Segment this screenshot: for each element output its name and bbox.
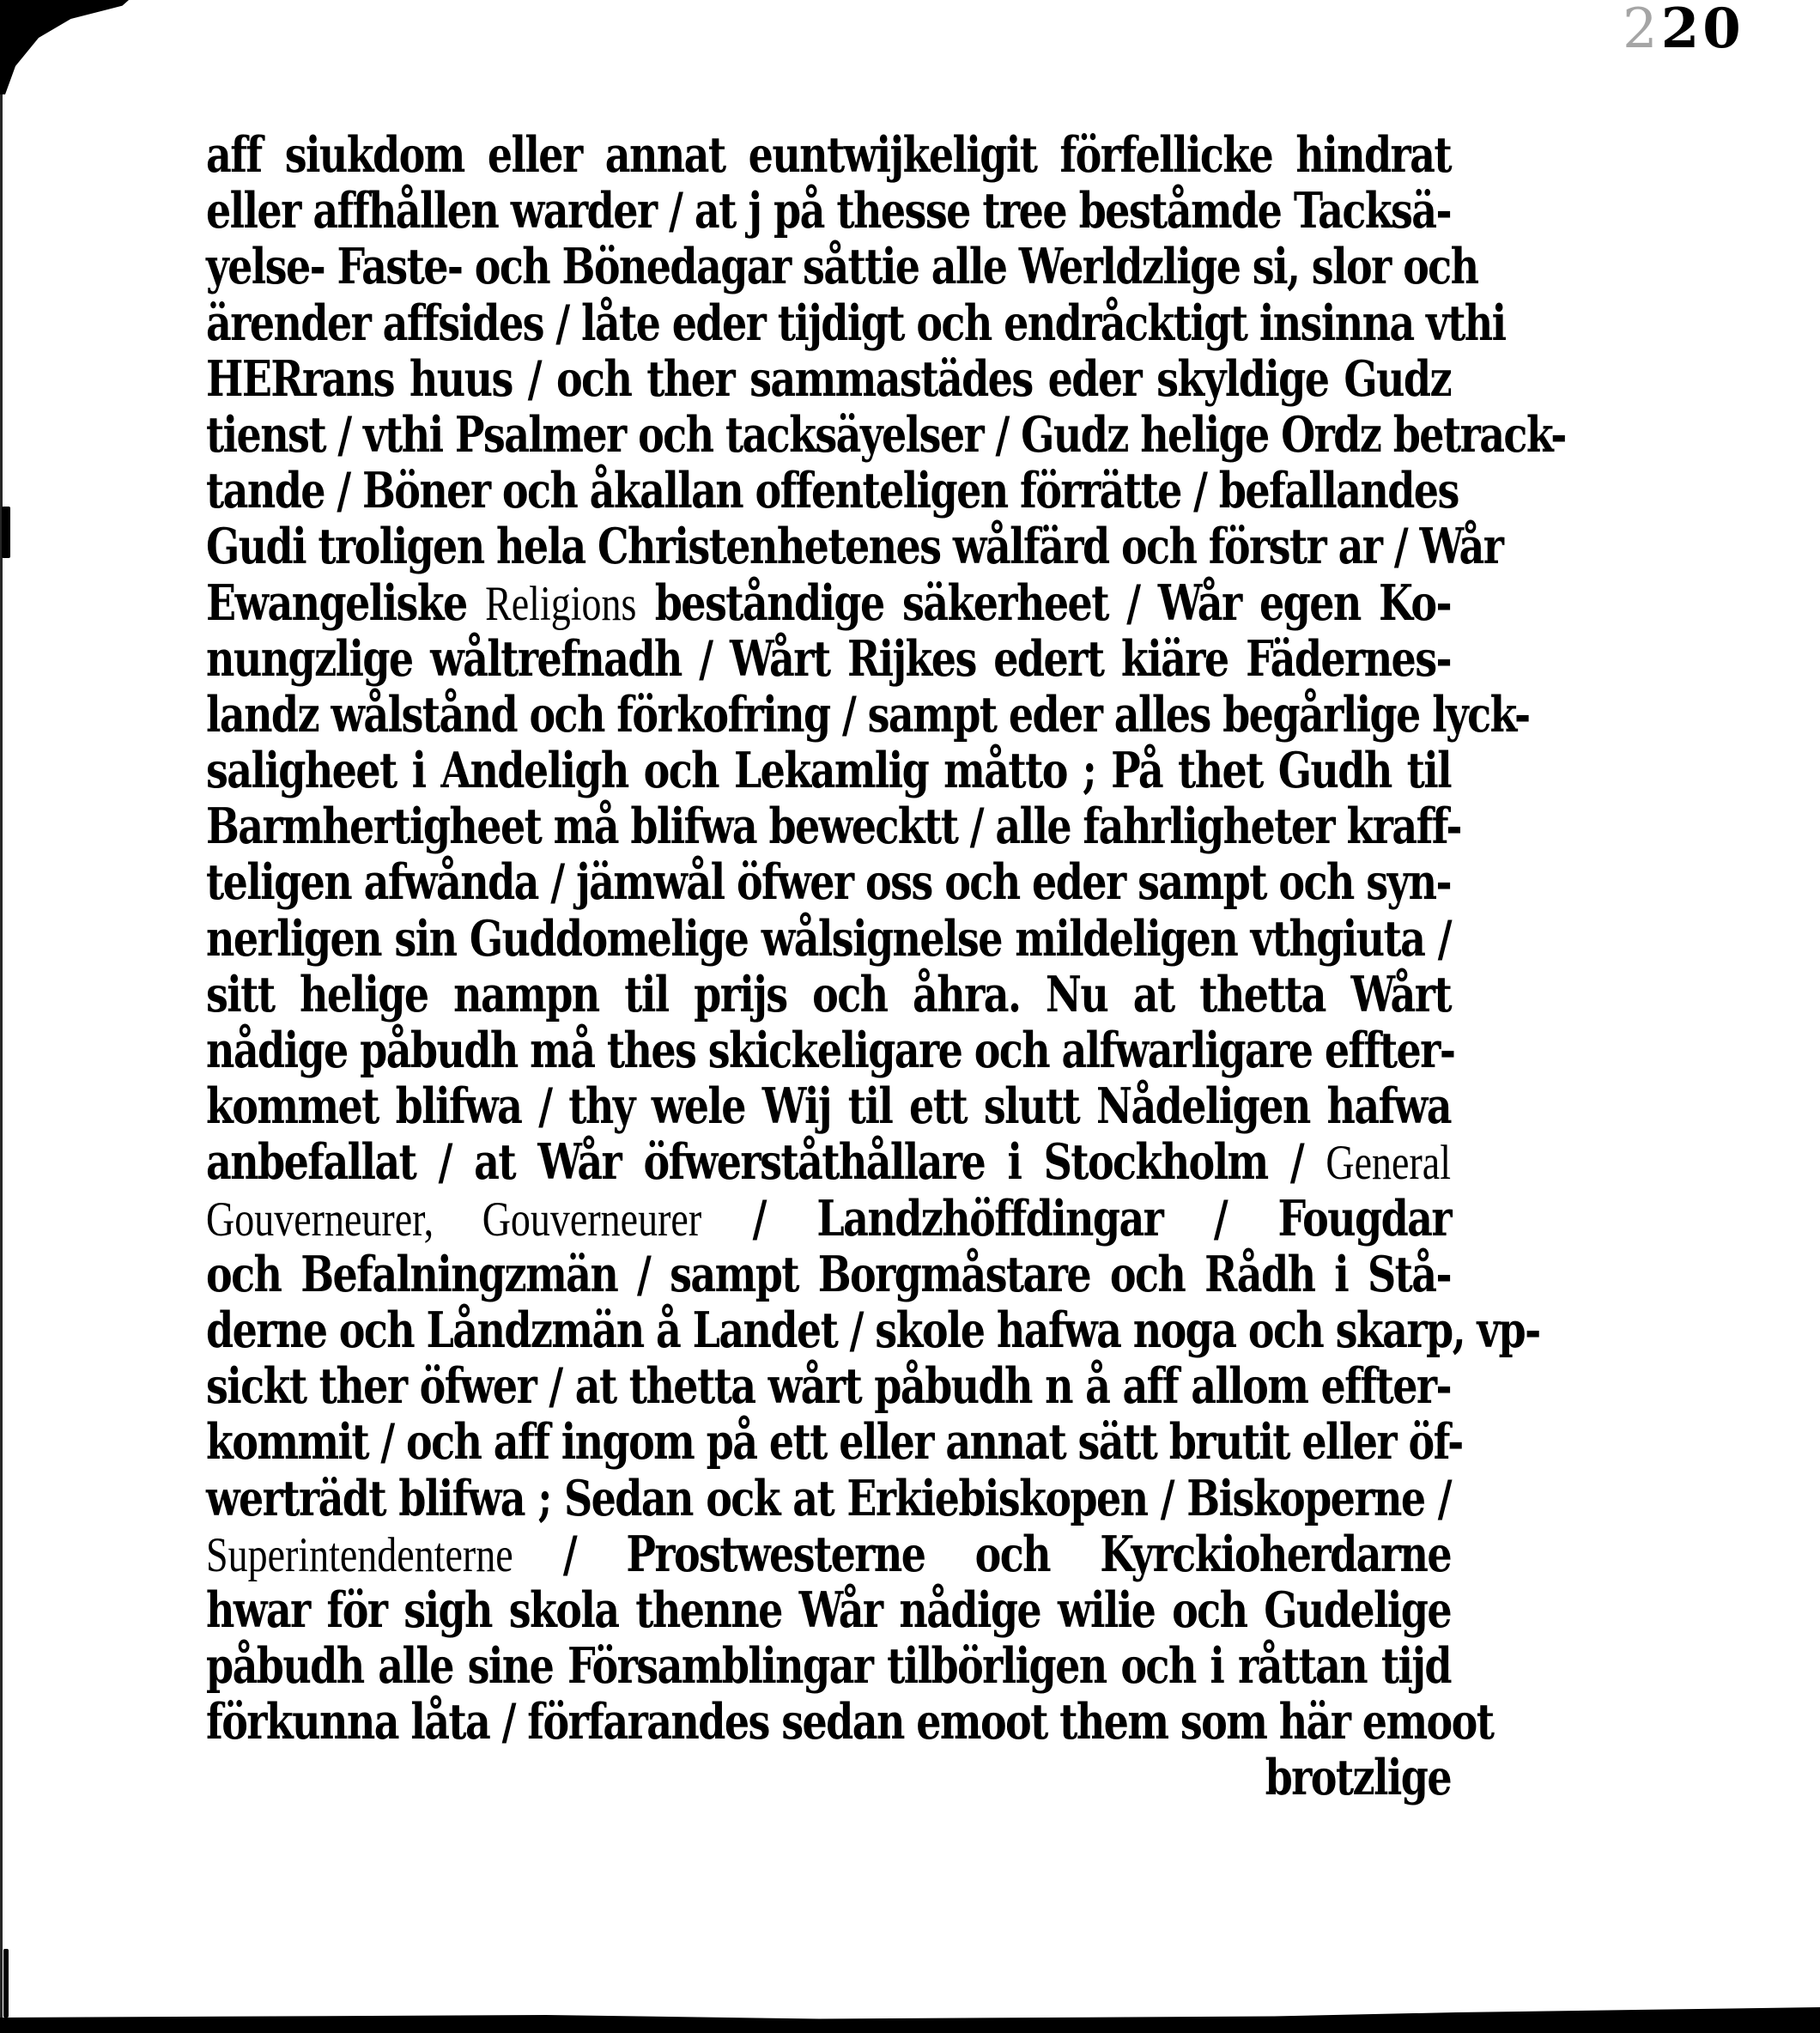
roman-type-word: General bbox=[1326, 1134, 1451, 1190]
blackletter-text: nådige påbudh må thes skickeligare och alfwarligare effter- bbox=[206, 1021, 1455, 1079]
blackletter-text: Barmhertigheet må blifwa bewecktt / alle fahrligheter kraff- bbox=[206, 797, 1461, 855]
roman-type-word: Superintendenterne bbox=[206, 1526, 513, 1582]
blackletter-text: förkunna låta / förfarandes sedan emoot them som här emoot bbox=[206, 1692, 1494, 1751]
blackletter-text: beståndige säkerheet / Wår egen Ko- bbox=[636, 573, 1451, 632]
scan-corner-shadow bbox=[0, 0, 129, 94]
catchword: brotzlige bbox=[1265, 1748, 1451, 1807]
blackletter-text: ärender affsides / låte eder tijdigt och endråcktigt insinna vthi bbox=[206, 293, 1506, 352]
page-number bbox=[1623, 0, 1744, 61]
page-number-faint-digit: 2 bbox=[1623, 0, 1661, 61]
blackletter-text: och Befalningzmän / sampt Borgmåstare och Rådh i Stå- bbox=[206, 1244, 1451, 1303]
scan-left-edge bbox=[0, 52, 11, 2026]
blackletter-text: derne och Låndzmän å Landet / skole hafwa noga och skarp, vp- bbox=[206, 1301, 1540, 1359]
blackletter-text: Gudi troligen hela Christenhetenes wålfärd och förstr ar / Wår bbox=[206, 517, 1503, 575]
roman-type-word: Religions bbox=[485, 575, 637, 630]
blackletter-text: nungzlige wåltrefnadh / Wårt Rijkes edert kiäre Fädernes- bbox=[206, 628, 1451, 688]
blackletter-text: eller affhållen warder / at j på thesse tree beståmde Tacksä- bbox=[206, 181, 1451, 240]
blackletter-text: nerligen sin Guddomelige wålsignelse mildeligen vthgiuta / bbox=[206, 908, 1451, 968]
blackletter-text: hwar för sigh skola thenne Wår nådige wilie och Gudelige bbox=[206, 1580, 1451, 1639]
blackletter-text: sickt ther öfwer / at thetta wårt påbudh n å aff allom effter- bbox=[206, 1356, 1451, 1415]
blackletter-text: tande / Böner och åkallan offenteligen förrätte / befallandes bbox=[206, 461, 1459, 519]
blackletter-text: Ewangeliske bbox=[206, 573, 486, 632]
page-number-digits: 20 bbox=[1660, 0, 1744, 61]
blackletter-text: kommet blifwa / thy wele Wij til ett slutt Nådeligen hafwa bbox=[206, 1077, 1451, 1135]
blackletter-text: påbudh alle sine Församblingar tilbörligen och i råttan tijd bbox=[206, 1636, 1451, 1695]
blackletter-text: aff siukdom eller annat euntwijkeligit förfellicke hindrat bbox=[206, 125, 1451, 184]
blackletter-text: landz wålstånd och förkofring / sampt eder alles begårlige lyck- bbox=[206, 684, 1530, 743]
scan-bottom-shadow bbox=[0, 2007, 1820, 2033]
blackletter-text: yelse- Faste- och Bönedagar såttie alle Werldzlige si, slor och bbox=[206, 237, 1478, 295]
blackletter-text: kommit / och aff ingom på ett eller annat sätt brutit eller öf- bbox=[206, 1412, 1463, 1471]
blackletter-text: sitt helige nampn til prijs och åhra. Nu at thetta Wårt bbox=[206, 964, 1451, 1023]
body-text bbox=[206, 125, 1566, 1807]
blackletter-text: anbefallat / at Wår öfwerståthållare i Stockholm / bbox=[206, 1132, 1326, 1191]
roman-type-word: Gouverneurer, Gouverneurer bbox=[206, 1191, 702, 1246]
scan-edge-mark bbox=[2, 507, 10, 558]
blackletter-text: teligen afwånda / jämwål öfwer oss och eder sampt och syn- bbox=[206, 853, 1451, 912]
blackletter-text: tienst / vthi Psalmer och tacksäyelser / Gudz helige Ordz betrack- bbox=[206, 405, 1566, 464]
blackletter-text: HERrans huus / och ther sammastädes eder skyldige Gudz bbox=[206, 349, 1451, 408]
scan-edge-mark bbox=[3, 1949, 9, 2018]
blackletter-text: / Landzhöffdingar / Fougdar bbox=[701, 1188, 1451, 1247]
blackletter-text: saligheet i Andeligh och Lekamlig måtto ; På thet Gudh til bbox=[206, 741, 1451, 799]
blackletter-text: werträdt blifwa ; Sedan ock at Erkiebiskopen / Biskoperne / bbox=[206, 1468, 1451, 1527]
blackletter-text: / Prostwesterne och Kyrckioherdarne bbox=[513, 1524, 1451, 1583]
